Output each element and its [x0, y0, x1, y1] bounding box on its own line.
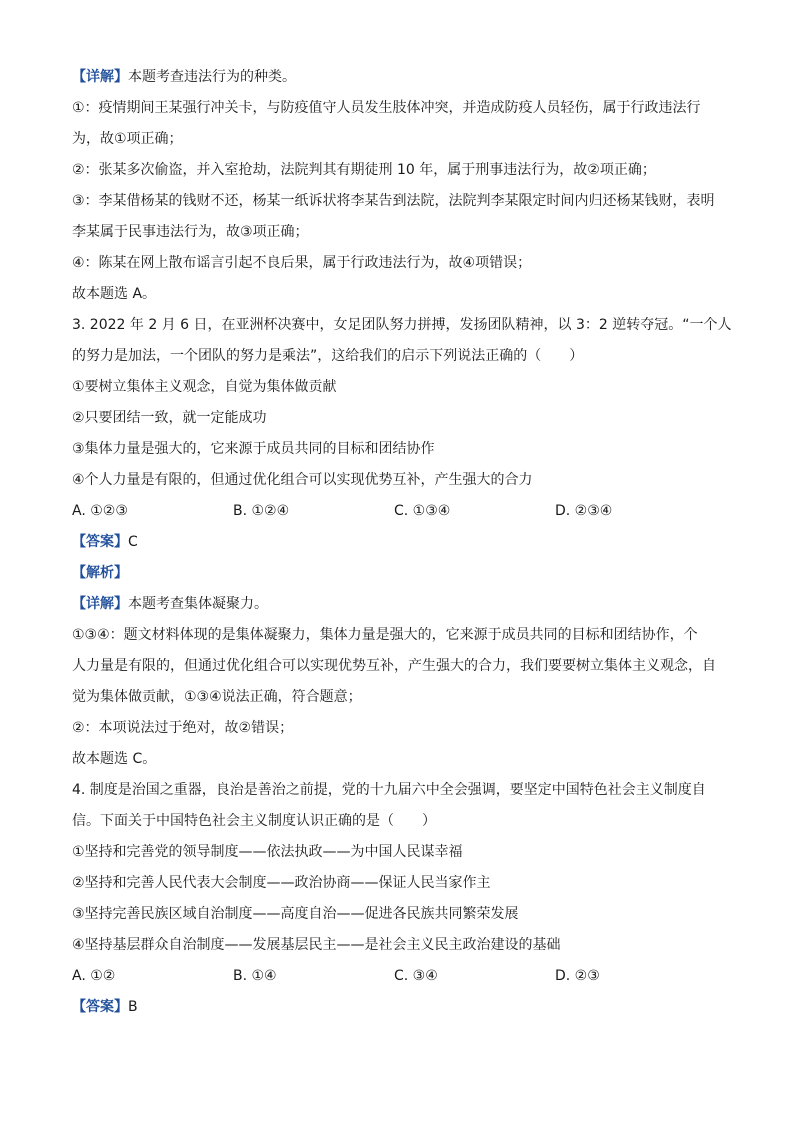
option-d: D. ②③	[555, 968, 600, 984]
q2-detail-line: ②：张某多次偷盗，并入室抢劫，法院判其有期徒刑 10 年，属于刑事违法行为，故②项正确；	[72, 162, 656, 178]
detail-intro: 本题考查集体凝聚力。	[128, 596, 268, 612]
q3-detail-line: ②：本项说法过于绝对，故②错误；	[72, 720, 294, 736]
q3-analysis	[72, 558, 722, 589]
q3-stem: 3. 2022 年 2 月 6 日，在亚洲杯决赛中，女足团队努力拼搏，发扬团队精神，以 3：2 逆转夺冠。“一个人	[72, 317, 732, 333]
detail-tag: 【详解】	[72, 69, 128, 85]
q2-detail-line: 李某属于民事违法行为，故③项正确；	[72, 224, 309, 240]
q3-statement: ③集体力量是强大的，它来源于成员共同的目标和团结协作	[72, 441, 435, 457]
analysis-tag: 【解析】	[72, 565, 128, 581]
q2-detail-line: ③：李某借杨某的钱财不还，杨某一纸诉状将李某告到法院，法院判李某限定时间内归还杨某钱财，表明	[72, 193, 715, 209]
option-c: C. ①③④	[394, 503, 451, 519]
q3-statement: ①要树立集体主义观念，自觉为集体做贡献	[72, 379, 337, 395]
q4-options	[72, 961, 722, 992]
option-c: C. ③④	[394, 968, 438, 984]
q4-statement: ①坚持和完善党的领导制度——依法执政——为中国人民谋幸福	[72, 844, 463, 860]
q3-detail-heading	[72, 589, 722, 620]
q4-statement: ④坚持基层群众自治制度——发展基层民主——是社会主义民主政治建设的基础	[72, 937, 561, 953]
answer-tag: 【答案】	[72, 999, 128, 1015]
detail-tag: 【详解】	[72, 596, 128, 612]
q3-statement: ④个人力量是有限的，但通过优化组合可以实现优势互补，产生强大的合力	[72, 472, 533, 488]
q3-statement: ②只要团结一致，就一定能成功	[72, 410, 267, 426]
q3-stem: 的努力是加法，一个团队的努力是乘法”，这给我们的启示下列说法正确的（ ）	[72, 348, 584, 364]
q2-detail-line: ①：疫情期间王某强行冲关卡，与防疫值守人员发生肢体冲突，并造成防疫人员轻伤，属于行政违法行	[72, 100, 701, 116]
option-a: A. ①②	[72, 968, 116, 984]
option-d: D. ②③④	[555, 503, 613, 519]
q3-detail-line: 人力量是有限的，但通过优化组合可以实现优势互补，产生强大的合力，我们要要树立集体主义观念，自	[72, 658, 716, 674]
q4-statement: ②坚持和完善人民代表大会制度——政治协商——保证人民当家作主	[72, 875, 491, 891]
option-a: A. ①②③	[72, 503, 128, 519]
answer-value: C	[128, 534, 138, 550]
detail-intro: 本题考查违法行为的种类。	[128, 69, 296, 85]
document-page	[72, 62, 732, 1023]
q3-conclusion: 故本题选 C。	[72, 751, 157, 767]
answer-value: B	[128, 999, 138, 1015]
option-b: B. ①②④	[233, 503, 290, 519]
q2-detail-line: 为，故①项正确；	[72, 131, 183, 147]
q4-statement: ③坚持完善民族区域自治制度——高度自治——促进各民族共同繁荣发展	[72, 906, 519, 922]
q2-detail-heading	[72, 62, 722, 93]
q4-stem: 信。下面关于中国特色社会主义制度认识正确的是（ ）	[72, 813, 436, 829]
answer-tag: 【答案】	[72, 534, 128, 550]
q2-detail-line: ④：陈某在网上散布谣言引起不良后果，属于行政违法行为，故④项错误；	[72, 255, 532, 271]
option-b: B. ①④	[233, 968, 277, 984]
q2-conclusion: 故本题选 A。	[72, 286, 157, 302]
q3-answer	[72, 527, 722, 558]
q4-answer	[72, 992, 722, 1023]
q3-options	[72, 496, 722, 527]
q4-stem: 4. 制度是治国之重器，良治是善治之前提，党的十九届六中全会强调，要坚定中国特色社会主义制度自	[72, 782, 706, 798]
q3-detail-line: 觉为集体做贡献，①③④说法正确，符合题意；	[72, 689, 362, 705]
q3-detail-line: ①③④：题文材料体现的是集体凝聚力，集体力量是强大的，它来源于成员共同的目标和团结协作，个	[72, 627, 698, 643]
